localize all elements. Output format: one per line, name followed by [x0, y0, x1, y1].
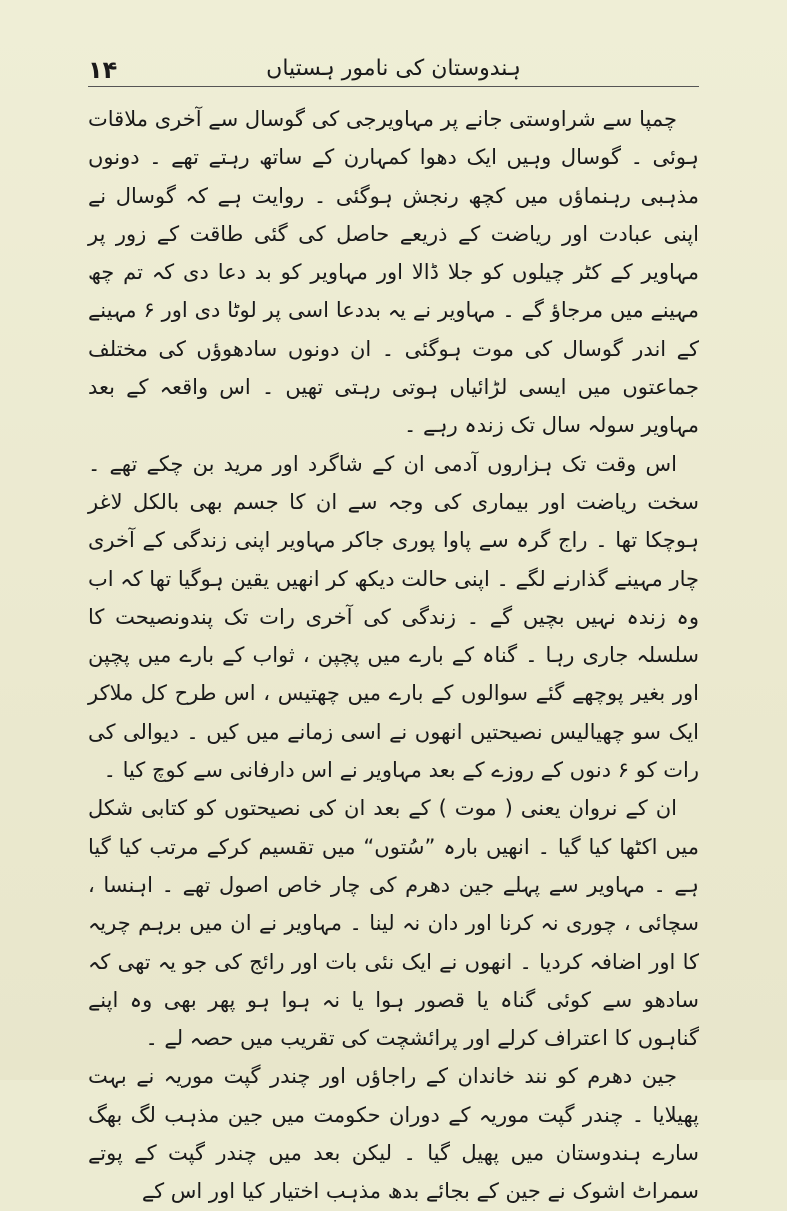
- paragraph: چمپا سے شراوستی جانے پر مہاویرجی کی گوسال سے آخری ملاقات ہوئی ۔ گوسال وہیں ایک دھوا کمہارن کے ساتھ رہتے تھے ۔ دونوں مذہبی رہنماؤں میں کچھ رنجش ہوگئی ۔ روایت ہے کہ گوسال نے اپنی عبادت اور ریاضت کے ذریعے حاصل کی گئی طاقت کے زور پر مہاویر کے کٹر چیلوں کو جلا ڈالا اور مہاویر کو بد دعا دی کہ تم چھ مہینے میں مرجاؤ گے ۔ مہاویر نے یہ بددعا اسی پر لوٹا دی اور ۶ مہینے کے اندر گوسال کی موت ہوگئی ۔ ان دونوں سادھوؤں کی مختلف جماعتوں میں ایسی لڑائیاں ہوتی رہتی تھیں ۔ اس واقعہ کے بعد مہاویر سولہ سال تک زندہ رہے ۔: [88, 107, 699, 438]
- paragraph: ان کے نروان یعنی ( موت ) کے بعد ان کی نصیحتوں کو کتابی شکل میں اکٹھا کیا گیا ۔ انھیں بارہ ”سُتوں“ میں تقسیم کرکے مرتب کیا گیا ہے ۔ مہاویر سے پہلے جین دھرم کی چار خاص اصول تھے ۔ اہنسا ، سچائی ، چوری نہ کرنا اور دان نہ لینا ۔ مہاویر نے ان میں برہم چریہ کا اور اضافہ کردیا ۔ انھوں نے ایک نئی بات اور رائج کی جو یہ تھی کہ سادھو سے کوئی گناہ یا قصور ہوا یا نہ ہوا ہو پھر بھی وہ اپنے گناہوں کا اعتراف کرلے اور پرائشچت کی تقریب میں حصہ لے ۔: [88, 796, 699, 1051]
- paragraph: اس وقت تک ہزاروں آدمی ان کے شاگرد اور مرید بن چکے تھے ۔ سخت ریاضت اور بیماری کی وجہ سے ان کا جسم بھی بالکل لاغر ہوچکا تھا ۔ راج گرہ سے پاوا پوری جاکر مہاویر اپنی زندگی کے آخری چار مہینے گذارنے لگے ۔ اپنی حالت دیکھ کر انھیں یقین ہوگیا تھا کہ اب وہ زندہ نہیں بچیں گے ۔ زندگی کی آخری رات تک پندونصیحت کا سلسلہ جاری رہا ۔ گناہ کے بارے میں پچپن ، ثواب کے بارے میں پچپن اور بغیر پوچھے گئے سوالوں کے بارے میں چھتیس ، اس طرح کل ملاکر ایک سو چھیالیس نصیحتیں انھوں نے اسی زمانے میں کیں ۔ دیوالی کی رات کو ۶ دنوں کے روزے کے بعد مہاویر نے اس دارفانی سے کوچ کیا ۔: [87, 451, 699, 783]
- running-title: ہندوستان کی نامور ہستیاں: [266, 56, 521, 81]
- body-text: [88, 100, 699, 1211]
- header-divider: [88, 86, 699, 87]
- page-header: [88, 52, 699, 88]
- paragraph: جین دھرم کو نند خاندان کے راجاؤں اور چندر گپت موریہ نے بہت پھیلایا ۔ چندر گپت موریہ کے دوران حکومت میں جین مذہب لگ بھگ سارے ہندوستان میں پھیل گیا ۔ لیکن بعد میں چندر گپت کے پوتے سمراٹ اشوک نے جین کے بجائے بدھ مذہب اختیار کیا اور اس کے: [88, 1064, 699, 1204]
- page-number: ۱۴: [88, 56, 118, 84]
